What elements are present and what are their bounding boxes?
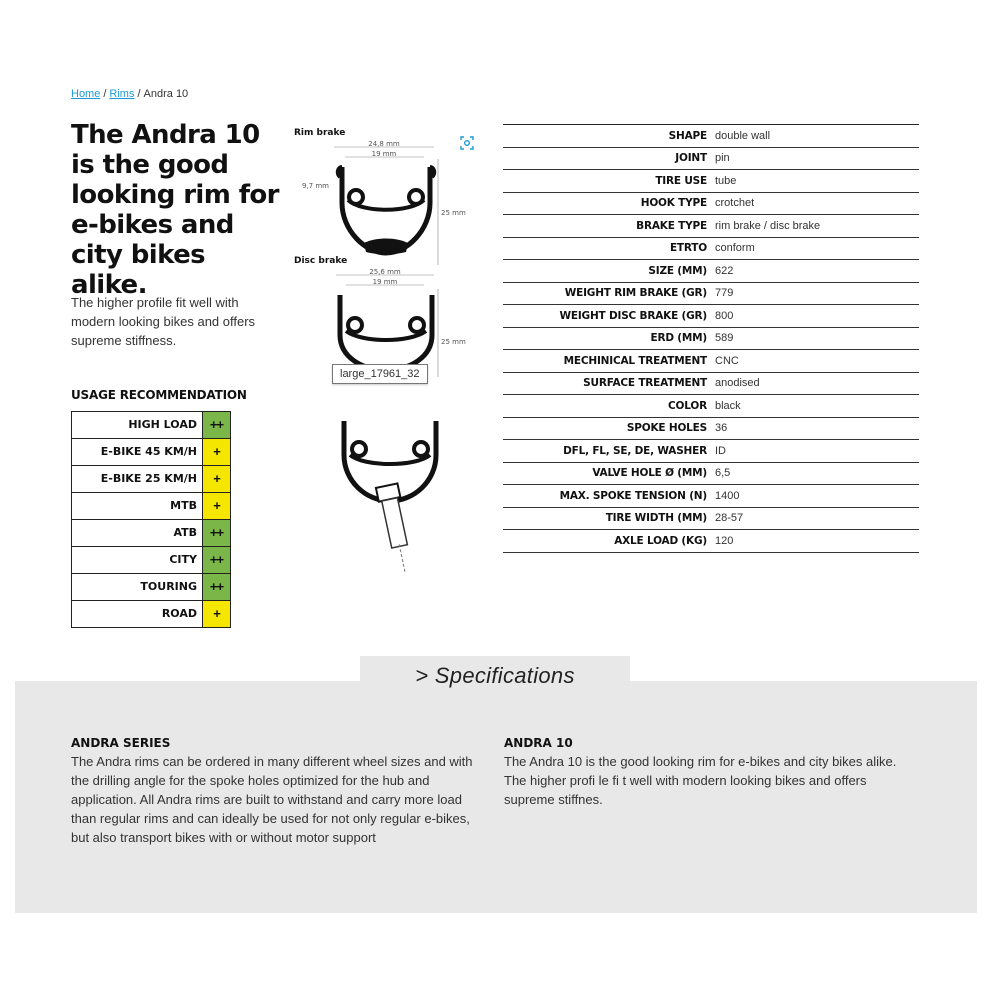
spec-key: SHAPE [668,129,707,142]
rim-outer-width: 24,8 mm [368,140,400,148]
usage-rating-badge: ++ [202,520,230,546]
spec-key: WEIGHT DISC BRAKE (GR) [559,309,707,322]
spec-value: anodised [715,377,760,390]
spec-value: 120 [715,534,734,547]
disc-inner-width: 19 mm [372,278,398,286]
spec-key: WEIGHT RIM BRAKE (GR) [564,287,707,300]
spec-value: crotchet [715,197,755,210]
spec-row [503,349,919,372]
spec-key: MECHINICAL TREATMENT [563,354,707,367]
spec-value: pin [715,152,730,165]
image-tooltip: large_17961_32 [332,364,428,384]
spec-value: 800 [715,309,734,322]
spec-row [503,124,919,147]
series-description [71,736,486,847]
spec-value: 779 [715,287,734,300]
breadcrumb-rims-link[interactable]: Rims [109,88,135,100]
usage-label: ATB [173,526,197,539]
disc-brake-label: Disc brake [294,256,348,266]
spec-row [503,192,919,215]
rim-inner-width: 19 mm [371,150,397,158]
spec-key: SIZE (MM) [648,264,707,277]
usage-row [72,573,230,600]
spec-row [503,484,919,507]
spec-key: ERD (MM) [650,332,707,345]
spec-value: double wall [715,129,771,142]
spec-key: TIRE USE [655,174,707,187]
intro-text: The higher profile fit well with modern looking bikes and offers supreme stiffness. [71,295,256,348]
breadcrumb-current: Andra 10 [143,88,189,100]
usage-label: E-BIKE 45 KM/H [100,445,197,458]
spec-key: HOOK TYPE [640,197,707,210]
spec-row [503,169,919,192]
model-text: The Andra 10 is the good looking rim for e-bikes and city bikes alike. The higher profi le fi t well with modern looking bikes and offers supreme stiffnes. [504,754,897,807]
usage-row [72,546,230,573]
page-title: The Andra 10 is the good looking rim for e-bikes and city bikes alike. [71,120,279,300]
usage-rating-badge: + [202,439,230,465]
spec-key: DFL, FL, SE, DE, WASHER [563,444,707,457]
breadcrumb-separator: / [137,88,141,100]
rim-profile-height: 25 mm [441,209,466,217]
usage-label: ROAD [161,607,197,620]
spec-value: 589 [715,332,734,345]
breadcrumb-home-link[interactable]: Home [71,88,101,100]
specifications-tab[interactable]: > Specifications [360,656,630,696]
rim-brake-label: Rim brake [294,128,346,138]
usage-rating-badge: ++ [202,574,230,600]
spec-row [503,214,919,237]
spec-row [503,259,919,282]
usage-rating-badge: + [202,601,230,627]
usage-label: E-BIKE 25 KM/H [100,472,197,485]
spec-row [503,372,919,395]
spec-value: tube [715,174,737,187]
model-heading: ANDRA 10 [504,736,573,750]
usage-rating-badge: ++ [202,547,230,573]
spec-row [503,462,919,485]
model-description [504,736,904,809]
spec-row [503,394,919,417]
spec-row [503,439,919,462]
usage-row [72,412,230,438]
series-heading: ANDRA SERIES [71,736,171,750]
usage-row [72,438,230,465]
spec-row [503,507,919,530]
spec-row [503,147,919,170]
usage-label: TOURING [140,580,197,593]
spec-row [503,529,919,553]
spec-key: JOINT [675,152,707,165]
spec-value: CNC [715,354,739,367]
rim-side-height: 9,7 mm [302,182,329,190]
disc-profile-height: 25 mm [441,338,466,346]
usage-rating-badge: + [202,466,230,492]
spec-value: 28-57 [715,512,744,525]
usage-row [72,465,230,492]
spec-value: 6,5 [715,467,731,480]
spec-key: AXLE LOAD (KG) [614,534,707,547]
spec-value: black [715,399,741,412]
usage-row [72,519,230,546]
spec-value: ID [715,444,726,457]
specs-table [503,124,919,553]
usage-label: CITY [169,553,197,566]
spec-row [503,417,919,440]
spec-value: 36 [715,422,728,435]
spec-value: 622 [715,264,734,277]
spec-value: conform [715,242,755,255]
spec-key: VALVE HOLE Ø (MM) [592,467,707,480]
spec-row [503,327,919,350]
spec-key: SPOKE HOLES [626,422,707,435]
spec-key: COLOR [668,399,707,412]
usage-table [71,411,231,628]
breadcrumb [71,88,188,100]
spec-key: TIRE WIDTH (MM) [605,512,707,525]
usage-rating-badge: + [202,493,230,519]
rim-profile-diagram [290,125,490,585]
spec-value: 1400 [715,489,740,502]
breadcrumb-separator: / [103,88,107,100]
usage-label: HIGH LOAD [128,418,197,431]
spec-key: MAX. SPOKE TENSION (N) [559,489,707,502]
zoom-button[interactable] [455,131,479,155]
series-text: The Andra rims can be ordered in many different wheel sizes and with the drilling angle for the spoke holes optimized for the hub and application. All Andra rims are built to withstand and carry more load than regular rims and can ideally be used for not only regular e-bikes, but also transport bikes with or without motor support [71,754,473,845]
spec-row [503,282,919,305]
usage-label: MTB [170,499,197,512]
spec-row [503,304,919,327]
spec-key: BRAKE TYPE [636,219,707,232]
spec-value: rim brake / disc brake [715,219,821,232]
zoom-lens-icon [460,136,474,150]
usage-row [72,492,230,519]
rim-profiles-svg [290,125,490,585]
spec-row [503,237,919,260]
usage-row [72,600,230,627]
disc-outer-width: 25,6 mm [369,268,401,276]
usage-rating-badge: ++ [202,412,230,438]
spec-key: SURFACE TREATMENT [583,377,707,390]
spec-key: ETRTO [669,242,707,255]
usage-heading: USAGE RECOMMENDATION [71,388,247,402]
